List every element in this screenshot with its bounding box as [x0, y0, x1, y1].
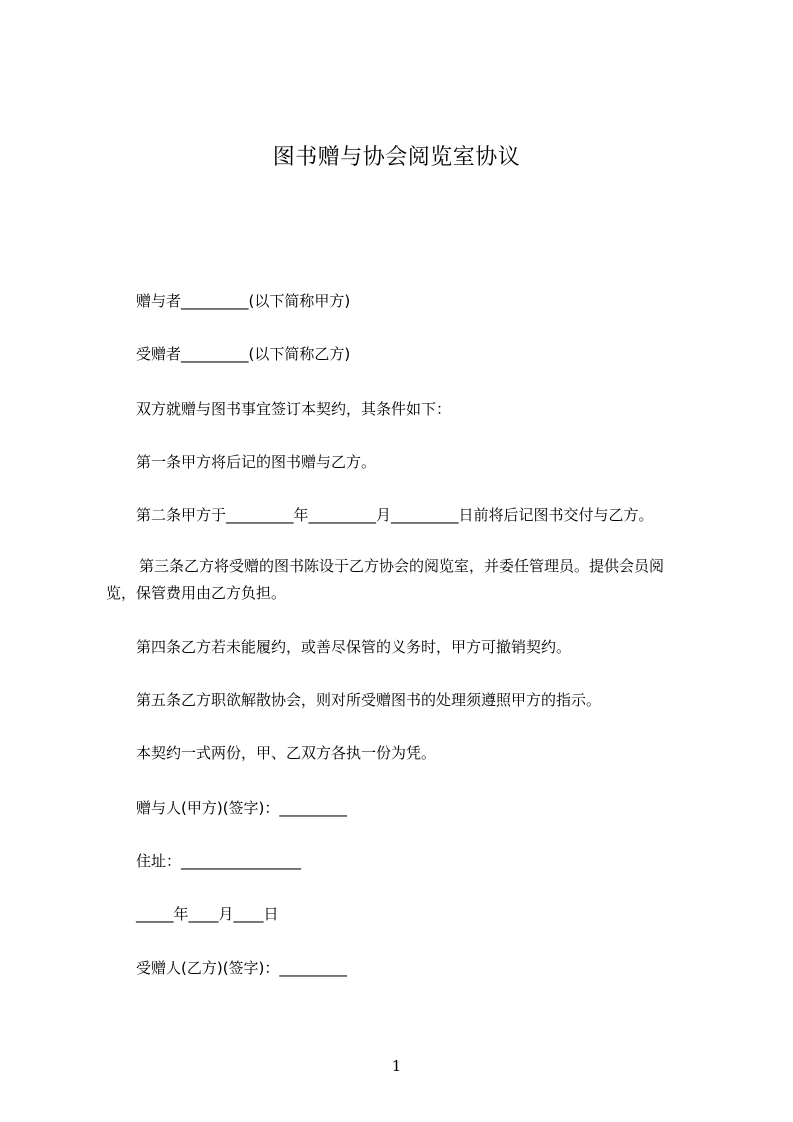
donor-line: 赠与者_________(以下简称甲方) — [136, 292, 351, 310]
copies-clause: 本契约一式两份，甲、乙双方各执一份为凭。 — [136, 744, 437, 762]
article-5: 第五条乙方职欲解散协会，则对所受赠图书的处理须遵照甲方的指示。 — [136, 691, 602, 709]
address-line: 住址：________________ — [136, 852, 302, 870]
recipient-line: 受赠者_________(以下简称乙方) — [136, 345, 351, 363]
preamble-line: 双方就赠与图书事宜签订本契约，其条件如下： — [136, 400, 452, 418]
document-title: 图书赠与协会阅览室协议 — [272, 145, 521, 170]
donor-signature-line: 赠与人(甲方)(签字)：_________ — [136, 799, 347, 817]
article-3: 第三条乙方将受赠的图书陈设于乙方协会的阅览室，并委任管理员。提供会员阅览，保管费用由乙方负担。 — [106, 557, 665, 602]
date-line: _____年____月____日 — [136, 905, 279, 923]
article-2: 第二条甲方于_________年_________月_________日前将后记图书交付与乙方。 — [136, 506, 654, 524]
page-number: 1 — [391, 1057, 402, 1075]
article-1: 第一条甲方将后记的图书赠与乙方。 — [136, 453, 377, 471]
article-4: 第四条乙方若未能履约，或善尽保管的义务时，甲方可撤销契约。 — [136, 638, 572, 656]
recipient-signature-line: 受赠人(乙方)(签字)：_________ — [136, 959, 347, 977]
